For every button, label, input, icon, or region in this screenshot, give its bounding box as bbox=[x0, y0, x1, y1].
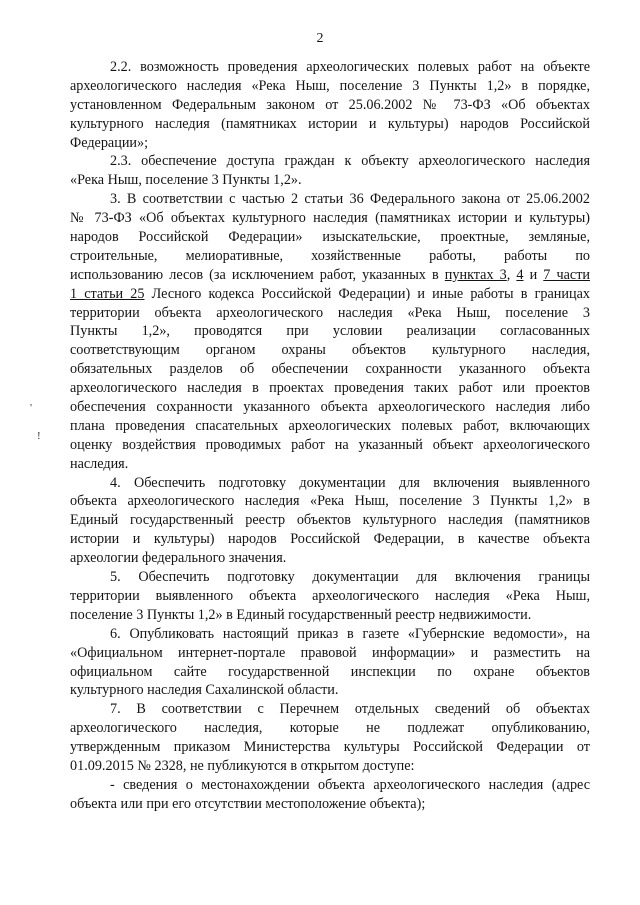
text-line: официальном сайте государственной инспекции по охране объектов bbox=[70, 663, 590, 680]
text-line: 6. Опубликовать настоящий приказ в газете «Губернские ведомости», на bbox=[110, 625, 590, 642]
text-line: 2.2. возможность проведения археологических полевых работ на объекте bbox=[110, 59, 590, 75]
margin-mark: ' bbox=[30, 402, 32, 414]
text-line: территории выявленного объекта археологического наследия «Река Ныш, bbox=[70, 587, 590, 604]
text-line: 3. В соответствии с частью 2 статьи 36 Федерального закона от 25.06.2002 bbox=[110, 191, 590, 208]
text-line: «Официальном интернет-портале правовой информации» и разместить на bbox=[70, 644, 590, 661]
text-line: культурного наследия Сахалинской области. bbox=[70, 682, 339, 699]
text-line: территории объекта археологического наследия «Река Ныш, поселение 3 bbox=[70, 304, 590, 321]
text-line: истории и культуры) народов Российской Федерации, в качестве объекта bbox=[70, 531, 590, 548]
text-line: 01.09.2015 № 2328, не публикуются в открытом доступе: bbox=[70, 757, 415, 774]
text-line: археологического наследия «Река Ныш, поселение 3 Пункты 1,2» в порядке, bbox=[70, 77, 590, 94]
text-line: 7. В соответствии с Перечнем отдельных сведений об объектах bbox=[110, 701, 590, 718]
text-line-with-links bbox=[70, 266, 590, 285]
link-item-4[interactable]: 4 bbox=[516, 266, 524, 283]
text-fragment: , bbox=[506, 266, 517, 283]
text-line: наследия. bbox=[70, 455, 129, 472]
text-line: оценку воздействия проводимых работ на указанный объект археологического bbox=[70, 436, 590, 453]
text-line: 4. Обеспечить подготовку документации для включения выявленного bbox=[110, 474, 590, 491]
text-line: объекта археологического наследия «Река Ныш, поселение 3 Пункты 1,2» в bbox=[70, 493, 590, 510]
paragraph-2-3 bbox=[70, 152, 590, 190]
text-line: обеспечения сохранности указанного объекта археологического наследия либо bbox=[70, 399, 590, 416]
text-line: археологического наследия, которые не подлежат опубликованию, bbox=[70, 720, 590, 737]
text-line: строительные, мелиоративные, хозяйственные работы, работы по bbox=[70, 247, 590, 264]
text-line: обязательных разделов об обеспечении сохранности указанного объекта bbox=[70, 361, 590, 378]
text-fragment: использованию лесов (за исключением работ, указанных в bbox=[70, 266, 445, 283]
text-line: «Река Ныш, поселение 3 Пункты 1,2». bbox=[70, 172, 302, 189]
paragraph-2-2 bbox=[70, 58, 590, 152]
text-line: - сведения о местонахождении объекта археологического наследия (адрес bbox=[110, 776, 590, 793]
text-line: соответствующим органом охраны объектов культурного наследия, bbox=[70, 342, 590, 359]
text-fragment: Лесного кодекса Российской Федерации) и иные работы в границах bbox=[144, 285, 590, 302]
text-line: археологического наследия в проектах проведения таких работ или проектов bbox=[70, 380, 590, 397]
text-line: объекта или при его отсутствии местоположение объекта); bbox=[70, 795, 426, 812]
text-line: № 73-ФЗ «Об объектах культурного наследия (памятниках истории и культуры) bbox=[70, 210, 590, 227]
text-line: археологии федерального значения. bbox=[70, 550, 287, 567]
text-line: поселение 3 Пункты 1,2» в Единый государственный реестр недвижимости. bbox=[70, 606, 532, 623]
list-item bbox=[70, 776, 590, 814]
text-line: Федерации»; bbox=[70, 134, 149, 151]
text-line-with-link bbox=[70, 285, 590, 304]
link-item-7-part[interactable]: 7 части bbox=[543, 266, 591, 283]
paragraph-4 bbox=[70, 474, 590, 568]
text-line: 2.3. обеспечение доступа граждан к объекту археологического наследия bbox=[110, 153, 590, 170]
paragraph-6 bbox=[70, 625, 590, 701]
margin-mark: ! bbox=[37, 430, 41, 442]
link-items-3[interactable]: пунктах 3 bbox=[444, 266, 507, 283]
text-line: Пункты 1,2», проводятся при условии реализации согласованных bbox=[70, 323, 590, 340]
text-fragment: и bbox=[523, 266, 544, 283]
text-line: Единый государственный реестр объектов культурного наследия (памятников bbox=[70, 512, 590, 529]
text-line: установленном Федеральным законом от 25.06.2002 № 73-ФЗ «Об объектах bbox=[70, 96, 590, 113]
text-line: 5. Обеспечить подготовку документации для включения границы bbox=[110, 569, 590, 586]
text-line: народов Российской Федерации» изыскательские, проектные, земляные, bbox=[70, 229, 590, 246]
page-number: 2 bbox=[316, 31, 324, 46]
link-part-1-article-25[interactable]: 1 статьи 25 bbox=[70, 285, 145, 302]
text-line: культурного наследия (памятниках истории и культуры) народов Российской bbox=[70, 115, 590, 132]
paragraph-3 bbox=[70, 190, 590, 473]
text-line: плана проведения спасательных археологических полевых работ, включающих bbox=[70, 417, 590, 434]
document-body bbox=[70, 58, 590, 814]
text-line: утвержденным приказом Министерства культуры Российской Федерации от bbox=[70, 739, 590, 756]
paragraph-5 bbox=[70, 568, 590, 625]
paragraph-7 bbox=[70, 700, 590, 776]
